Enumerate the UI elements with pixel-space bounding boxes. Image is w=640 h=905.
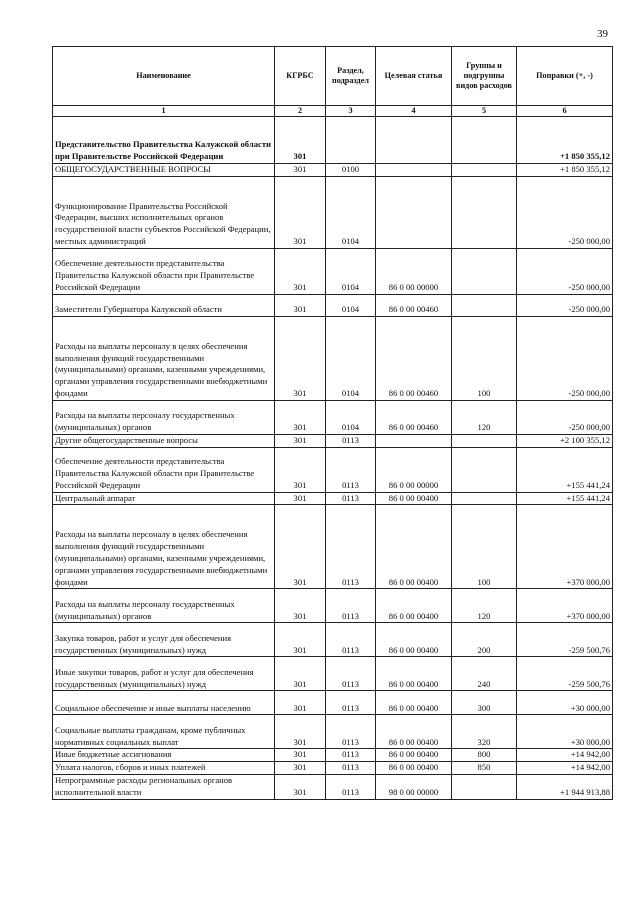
cell-section: 0113 bbox=[326, 623, 376, 657]
cell-section: 0113 bbox=[326, 447, 376, 492]
header-section: Раздел, подраздел bbox=[326, 47, 376, 106]
cell-expense-group: 240 bbox=[452, 657, 517, 691]
cell-name: Обеспечение деятельности представительства Правительства Калужской области при Правительстве Российской Федерации bbox=[53, 447, 275, 492]
cell-expense-group: 120 bbox=[452, 589, 517, 623]
cell-kgrbs: 301 bbox=[275, 434, 326, 447]
cell-name: Уплата налогов, сборов и иных платежей bbox=[53, 762, 275, 775]
column-number: 2 bbox=[275, 106, 326, 117]
cell-section: 0113 bbox=[326, 492, 376, 505]
cell-target-article: 86 0 00 00400 bbox=[376, 589, 452, 623]
cell-kgrbs: 301 bbox=[275, 691, 326, 715]
table-row bbox=[53, 316, 613, 400]
cell-amount: -250 000,00 bbox=[517, 176, 613, 248]
cell-section: 0104 bbox=[326, 248, 376, 294]
cell-target-article: 86 0 00 00400 bbox=[376, 749, 452, 762]
table-row bbox=[53, 589, 613, 623]
cell-target-article: 86 0 00 00400 bbox=[376, 505, 452, 589]
cell-name: Расходы на выплаты персоналу в целях обеспечения выполнения функций государственными (муниципальными) органами, казенными учреждениями, органами управления государственными внебюджетными фондами bbox=[53, 505, 275, 589]
column-number: 4 bbox=[376, 106, 452, 117]
cell-name: Расходы на выплаты персоналу в целях обеспечения выполнения функций государственными (муниципальными) органами, казенными учреждениями, органами управления государственными внебюджетными фондами bbox=[53, 316, 275, 400]
cell-section: 0104 bbox=[326, 176, 376, 248]
header-name: Наименование bbox=[53, 47, 275, 106]
table-row bbox=[53, 762, 613, 775]
cell-target-article bbox=[376, 176, 452, 248]
cell-section: 0113 bbox=[326, 657, 376, 691]
cell-name: Другие общегосударственные вопросы bbox=[53, 434, 275, 447]
column-number: 3 bbox=[326, 106, 376, 117]
cell-target-article: 86 0 00 00400 bbox=[376, 762, 452, 775]
cell-section: 0113 bbox=[326, 774, 376, 799]
cell-target-article: 86 0 00 00000 bbox=[376, 447, 452, 492]
cell-expense-group bbox=[452, 492, 517, 505]
cell-section: 0113 bbox=[326, 749, 376, 762]
cell-expense-group bbox=[452, 164, 517, 177]
cell-target-article: 86 0 00 00000 bbox=[376, 248, 452, 294]
cell-section: 0113 bbox=[326, 715, 376, 749]
column-number: 1 bbox=[53, 106, 275, 117]
cell-kgrbs: 301 bbox=[275, 248, 326, 294]
cell-name: Непрограммные расходы региональных органов исполнительной власти bbox=[53, 774, 275, 799]
cell-amount: +14 942,00 bbox=[517, 762, 613, 775]
cell-kgrbs: 301 bbox=[275, 492, 326, 505]
column-number-row bbox=[53, 106, 613, 117]
cell-target-article: 86 0 00 00400 bbox=[376, 715, 452, 749]
cell-kgrbs: 301 bbox=[275, 316, 326, 400]
cell-kgrbs: 301 bbox=[275, 589, 326, 623]
cell-expense-group: 800 bbox=[452, 749, 517, 762]
column-number: 6 bbox=[517, 106, 613, 117]
cell-expense-group: 120 bbox=[452, 400, 517, 434]
cell-amount: +1 850 355,12 bbox=[517, 164, 613, 177]
cell-expense-group bbox=[452, 117, 517, 164]
cell-kgrbs: 301 bbox=[275, 762, 326, 775]
cell-target-article: 98 0 00 00000 bbox=[376, 774, 452, 799]
table-row bbox=[53, 117, 613, 164]
cell-name: Закупка товаров, работ и услуг для обеспечения государственных (муниципальных) нужд bbox=[53, 623, 275, 657]
cell-section: 0113 bbox=[326, 762, 376, 775]
cell-kgrbs: 301 bbox=[275, 176, 326, 248]
cell-target-article: 86 0 00 00400 bbox=[376, 691, 452, 715]
header-row bbox=[53, 47, 613, 106]
table-row bbox=[53, 164, 613, 177]
cell-kgrbs: 301 bbox=[275, 294, 326, 316]
cell-expense-group: 850 bbox=[452, 762, 517, 775]
cell-amount: +155 441,24 bbox=[517, 492, 613, 505]
cell-amount: +370 000,00 bbox=[517, 505, 613, 589]
cell-section: 0113 bbox=[326, 691, 376, 715]
cell-name: Функционирование Правительства Российской Федерации, высших исполнительных органов государственной власти субъектов Российской Федерации, местных администраций bbox=[53, 176, 275, 248]
cell-amount: -250 000,00 bbox=[517, 248, 613, 294]
cell-name: Расходы на выплаты персоналу государственных (муниципальных) органов bbox=[53, 589, 275, 623]
cell-target-article bbox=[376, 434, 452, 447]
cell-kgrbs: 301 bbox=[275, 505, 326, 589]
table-row bbox=[53, 248, 613, 294]
cell-kgrbs: 301 bbox=[275, 164, 326, 177]
cell-kgrbs: 301 bbox=[275, 657, 326, 691]
cell-name: Обеспечение деятельности представительства Правительства Калужской области при Правительстве Российской Федерации bbox=[53, 248, 275, 294]
budget-table bbox=[52, 46, 613, 800]
cell-expense-group: 200 bbox=[452, 623, 517, 657]
cell-amount: +155 441,24 bbox=[517, 447, 613, 492]
header-amendments: Поправки (+, -) bbox=[517, 47, 613, 106]
cell-target-article: 86 0 00 00460 bbox=[376, 316, 452, 400]
table-row bbox=[53, 657, 613, 691]
table-row bbox=[53, 434, 613, 447]
cell-kgrbs: 301 bbox=[275, 715, 326, 749]
cell-expense-group bbox=[452, 434, 517, 447]
cell-expense-group: 100 bbox=[452, 316, 517, 400]
table-row bbox=[53, 492, 613, 505]
cell-target-article: 86 0 00 00400 bbox=[376, 623, 452, 657]
cell-name: ОБЩЕГОСУДАРСТВЕННЫЕ ВОПРОСЫ bbox=[53, 164, 275, 177]
cell-section: 0100 bbox=[326, 164, 376, 177]
cell-amount: +370 000,00 bbox=[517, 589, 613, 623]
cell-amount: +30 000,00 bbox=[517, 691, 613, 715]
page-number: 39 bbox=[597, 28, 608, 40]
header-kgrbs: КГРБС bbox=[275, 47, 326, 106]
cell-expense-group bbox=[452, 176, 517, 248]
cell-kgrbs: 301 bbox=[275, 749, 326, 762]
table-row bbox=[53, 400, 613, 434]
cell-name: Иные бюджетные ассигнования bbox=[53, 749, 275, 762]
cell-expense-group bbox=[452, 447, 517, 492]
table-row bbox=[53, 176, 613, 248]
cell-name: Центральный аппарат bbox=[53, 492, 275, 505]
cell-section: 0113 bbox=[326, 505, 376, 589]
cell-expense-group: 100 bbox=[452, 505, 517, 589]
cell-amount: -250 000,00 bbox=[517, 316, 613, 400]
cell-amount: +30 000,00 bbox=[517, 715, 613, 749]
table-row bbox=[53, 749, 613, 762]
cell-expense-group bbox=[452, 248, 517, 294]
cell-target-article: 86 0 00 00400 bbox=[376, 492, 452, 505]
cell-name: Заместители Губернатора Калужской области bbox=[53, 294, 275, 316]
header-expense-groups: Группы и подгруппы видов расходов bbox=[452, 47, 517, 106]
cell-name: Социальные выплаты гражданам, кроме публичных нормативных социальных выплат bbox=[53, 715, 275, 749]
cell-section: 0113 bbox=[326, 434, 376, 447]
cell-kgrbs: 301 bbox=[275, 774, 326, 799]
cell-name: Расходы на выплаты персоналу государственных (муниципальных) органов bbox=[53, 400, 275, 434]
cell-section: 0113 bbox=[326, 589, 376, 623]
cell-expense-group bbox=[452, 774, 517, 799]
cell-amount: -250 000,00 bbox=[517, 400, 613, 434]
cell-kgrbs: 301 bbox=[275, 117, 326, 164]
table-row bbox=[53, 505, 613, 589]
cell-kgrbs: 301 bbox=[275, 400, 326, 434]
cell-section: 0104 bbox=[326, 294, 376, 316]
cell-name: Социальное обеспечение и иные выплаты населению bbox=[53, 691, 275, 715]
cell-target-article bbox=[376, 117, 452, 164]
cell-amount: +14 942,00 bbox=[517, 749, 613, 762]
cell-target-article: 86 0 00 00460 bbox=[376, 294, 452, 316]
table-row bbox=[53, 715, 613, 749]
column-number: 5 bbox=[452, 106, 517, 117]
cell-name: Представительство Правительства Калужской области при Правительстве Российской Федерации bbox=[53, 117, 275, 164]
table-row bbox=[53, 774, 613, 799]
cell-expense-group: 300 bbox=[452, 691, 517, 715]
cell-kgrbs: 301 bbox=[275, 447, 326, 492]
table-row bbox=[53, 294, 613, 316]
cell-target-article bbox=[376, 164, 452, 177]
table-row bbox=[53, 691, 613, 715]
cell-section: 0104 bbox=[326, 400, 376, 434]
cell-section: 0104 bbox=[326, 316, 376, 400]
cell-expense-group bbox=[452, 294, 517, 316]
cell-amount: -259 500,76 bbox=[517, 657, 613, 691]
cell-target-article: 86 0 00 00460 bbox=[376, 400, 452, 434]
cell-target-article: 86 0 00 00400 bbox=[376, 657, 452, 691]
cell-amount: +1 944 913,88 bbox=[517, 774, 613, 799]
cell-amount: +2 100 355,12 bbox=[517, 434, 613, 447]
table-row bbox=[53, 623, 613, 657]
cell-expense-group: 320 bbox=[452, 715, 517, 749]
cell-amount: -250 000,00 bbox=[517, 294, 613, 316]
header-target-article: Целевая статья bbox=[376, 47, 452, 106]
cell-name: Иные закупки товаров, работ и услуг для обеспечения государственных (муниципальных) нужд bbox=[53, 657, 275, 691]
cell-amount: -259 500,76 bbox=[517, 623, 613, 657]
cell-amount: +1 850 355,12 bbox=[517, 117, 613, 164]
table-row bbox=[53, 447, 613, 492]
cell-kgrbs: 301 bbox=[275, 623, 326, 657]
cell-section bbox=[326, 117, 376, 164]
